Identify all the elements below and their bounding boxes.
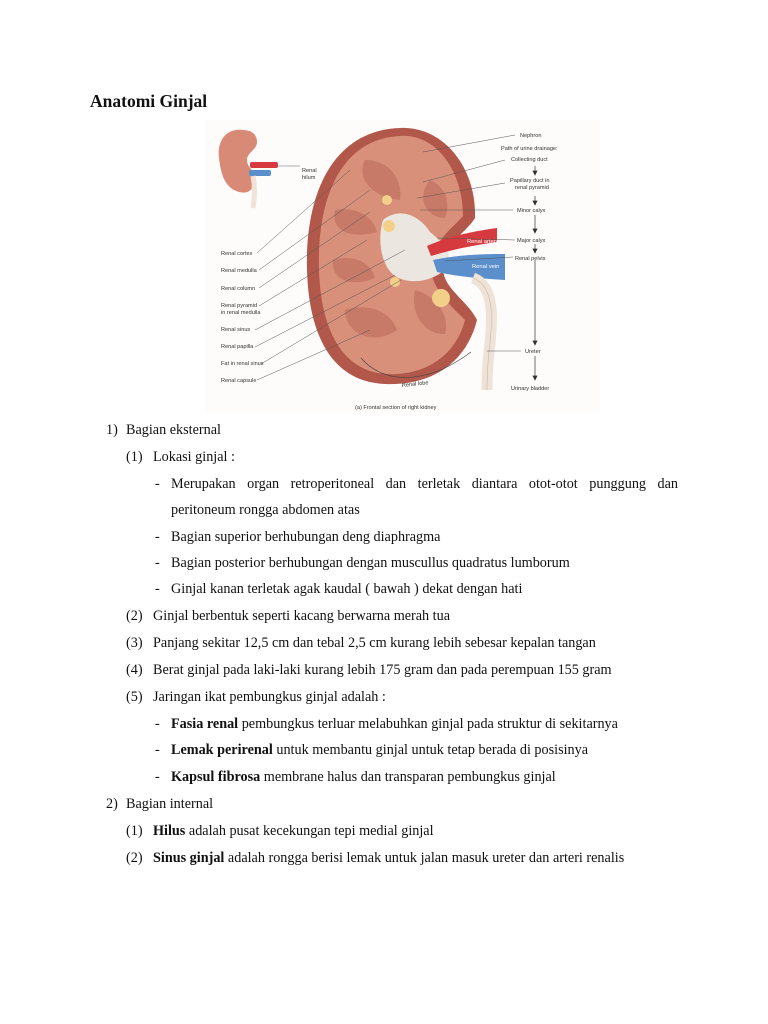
figure-caption: (a) Frontal section of right kidney [355, 405, 437, 411]
main-kidney-illustration [307, 128, 505, 390]
label-renal-lobe: Renal lobe [401, 380, 429, 389]
item-number: (3) [126, 635, 143, 651]
urine-drainage-arrows [533, 166, 537, 380]
label-renal-hilum-line2: hilum [302, 175, 316, 181]
item-number: (4) [126, 662, 143, 678]
section-heading: Bagian eksternal [126, 422, 221, 438]
bullet-dash: - [155, 742, 160, 758]
bullet-text: membrane halus dan transparan pembungkus ginjal [260, 769, 556, 785]
bold-term: Hilus [153, 823, 186, 839]
label-renal-medulla: Renal medulla [221, 268, 257, 274]
inset-kidney-illustration [219, 130, 300, 208]
section-number: 1) [106, 422, 118, 438]
bullet-dash: - [155, 555, 160, 571]
bullet-dash: - [155, 476, 160, 492]
item-number: (1) [126, 823, 143, 839]
item-number: (5) [126, 689, 143, 705]
bullet-text: untuk membantu ginjal untuk tetap berada di posisinya [272, 742, 589, 758]
item-number: (2) [126, 608, 143, 624]
label-renal-cortex: Renal cortex [221, 251, 253, 257]
label-renal-pelvis: Renal pelvis [515, 256, 546, 262]
bold-term: Fasia renal [171, 716, 239, 732]
item-text: adalah rongga berisi lemak untuk jalan masuk ureter dan arteri renalis [224, 850, 625, 866]
label-papillary-duct-line2: renal pyramid [515, 185, 549, 191]
section-number: 2) [106, 796, 118, 812]
bullet-text: peritoneum rongga abdomen atas [171, 502, 360, 518]
bullet-dash: - [155, 769, 160, 785]
item-text: Panjang sekitar 12,5 cm dan tebal 2,5 cm kurang lebih sebesar kepalan tangan [153, 635, 596, 651]
label-renal-column: Renal column [221, 286, 256, 292]
label-ureter: Ureter [525, 349, 541, 355]
bold-term: Lemak perirenal [171, 742, 273, 758]
label-urinary-bladder: Urinary bladder [511, 386, 550, 392]
bullet-text: Bagian posterior berhubungan dengan muscullus quadratus lumborum [171, 555, 570, 571]
label-minor-calyx: Minor calyx [517, 208, 546, 214]
section-heading: Bagian internal [126, 796, 214, 812]
item-text: Jaringan ikat pembungkus ginjal adalah : [153, 689, 386, 705]
label-renal-sinus: Renal sinus [221, 327, 251, 333]
label-nephron: Nephron [520, 133, 542, 139]
label-fat-in-renal-sinus: Fat in renal sinus [221, 361, 264, 367]
item-number: (1) [126, 449, 143, 465]
item-number: (2) [126, 850, 143, 866]
label-path-of-urine-drainage: Path of urine drainage: [501, 146, 558, 152]
bullet-dash: - [155, 581, 160, 597]
label-major-calyx: Major calyx [517, 238, 546, 244]
bullet-text: Ginjal kanan terletak agak kaudal ( bawah ) dekat dengan hati [171, 581, 523, 597]
bold-term: Sinus ginjal [153, 850, 225, 866]
item-text: Ginjal berbentuk seperti kacang berwarna merah tua [153, 608, 451, 624]
bullet-text: Merupakan organ retroperitoneal dan terletak diantara otot-otot punggung dan [171, 476, 678, 492]
bullet-text: Bagian superior berhubungan deng diaphragma [171, 529, 441, 545]
bullet-dash: - [155, 529, 160, 545]
bullet-dash: - [155, 716, 160, 732]
bold-term: Kapsul fibrosa [171, 769, 261, 785]
item-text: Berat ginjal pada laki-laki kurang lebih 175 gram dan pada perempuan 155 gram [153, 662, 612, 678]
label-renal-vein: Renal vein [472, 264, 500, 270]
item-text: adalah pusat kecekungan tepi medial ginjal [185, 823, 434, 839]
label-collecting-duct: Collecting duct [511, 157, 548, 163]
label-renal-artery: Renal artery [467, 239, 499, 245]
label-renal-hilum: Renal [302, 168, 317, 174]
kidney-anatomy-figure [205, 120, 600, 412]
item-text: Lokasi ginjal : [153, 449, 235, 465]
label-renal-capsule: Renal capsule [221, 378, 257, 384]
label-papillary-duct: Papillary duct in [510, 178, 550, 184]
label-renal-pyramid-line2: in renal medulla [221, 310, 261, 316]
bullet-text: pembungkus terluar melabuhkan ginjal pada struktur di sekitarnya [238, 716, 618, 732]
label-renal-pyramid: Renal pyramid [221, 303, 258, 309]
label-renal-papilla: Renal papilla [221, 344, 254, 350]
page-title: Anatomi Ginjal [90, 91, 208, 111]
